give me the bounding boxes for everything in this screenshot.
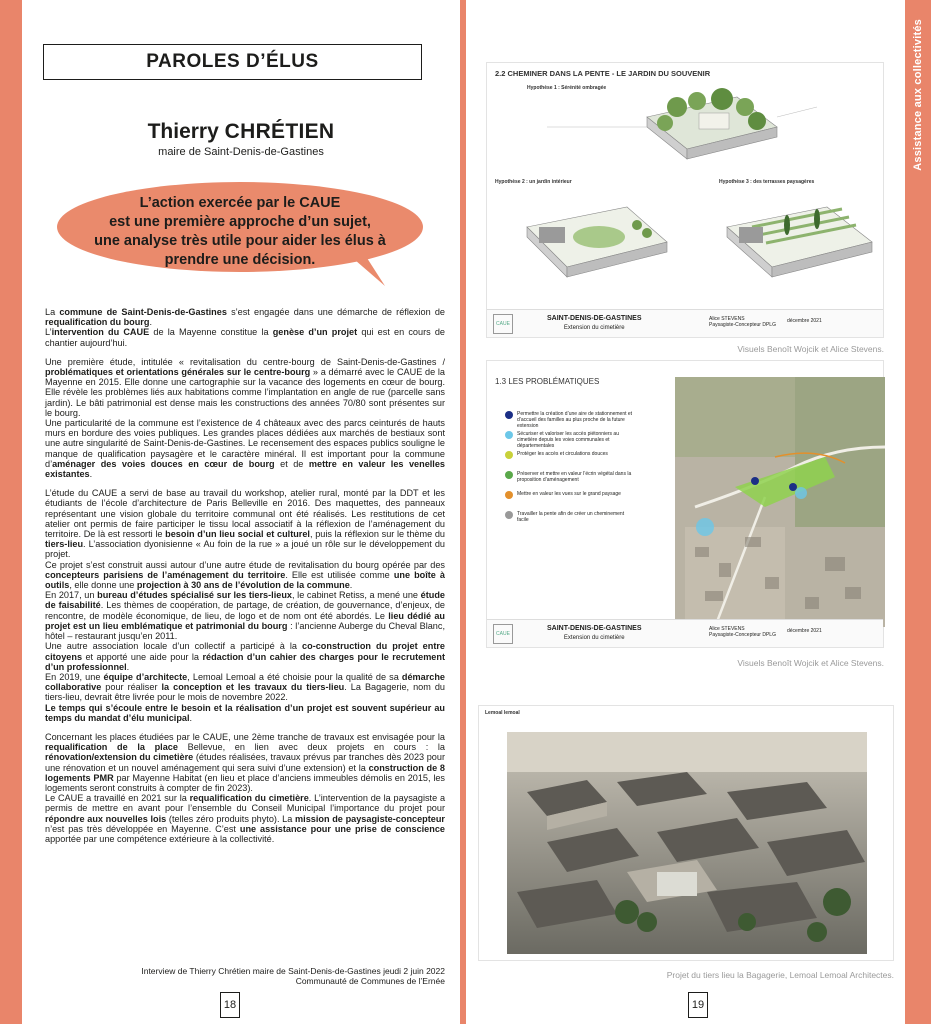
body-text-run: En 2019, une [45, 671, 104, 682]
interview-credit: Interview de Thierry Chrétien maire de Saint-Denis-de-Gastines jeudi 2 juin 2022 Communauté de Communes de l’Ernée [141, 966, 445, 986]
plate-footer [487, 619, 883, 647]
plate-caption: Visuels Benoît Wojcik et Alice Stevens. [737, 658, 884, 668]
interview-body [45, 307, 445, 844]
body-paragraph [45, 357, 445, 418]
body-emphasis: mission de paysagiste-concepteur [295, 813, 445, 824]
body-paragraph [45, 307, 445, 327]
body-text-run: Le CAUE a travaillé en 2021 sur la [45, 793, 190, 804]
hypothesis-3-label: Hypothèse 3 : des terrasses paysagères [719, 179, 815, 185]
plate-footer-date: décembre 2021 [787, 318, 822, 324]
caue-logo: CAUE [493, 314, 513, 334]
plate-problematiques-map [486, 360, 884, 648]
body-text-run: . [89, 469, 93, 480]
left-page-border [0, 0, 22, 1024]
body-text-run: (études réalisées, travaux prévus par tranches dès 2023 pour une rénovation et un nouvel aménagement qui sera suivi d’une extension) et la [45, 752, 445, 773]
body-text-run: Une particularité de la commune est l’existence de 4 châteaux avec des parcs ceinturés de hauts murs en bordure des voies publiques. Les grandes places dédiées aux marchés de bestiaux sont une autre singularité de Saint-Denis-de-Gastines. Le recensement des espaces publics souligne le manque de qualification paysagère et le caractère minéral. Il est important pour la commune d’ [45, 418, 445, 469]
body-emphasis: bureau d’études spécialisé sur les tiers-lieux [97, 590, 292, 601]
body-text-run: pour réaliser [101, 682, 162, 693]
person-role: maire de Saint-Denis-de-Gastines [158, 146, 324, 158]
body-text-run: La [45, 307, 60, 317]
left-page [22, 0, 460, 1024]
body-text-run: . [126, 661, 130, 672]
body-text-run: L’ [45, 327, 52, 338]
body-text-run: apportée par une compétence extérieure à la collectivité. [45, 833, 275, 844]
body-text-run: . [189, 712, 193, 723]
body-text-run: . L’intervention de la paysagiste a permis de mettre en avant pour l’ensemble du Conseil Municipal l’importance du projet pour [45, 793, 446, 814]
body-text-run: (telles zéro produits phyto). La [166, 813, 296, 824]
body-emphasis: requalification du cimetière [189, 793, 309, 804]
body-emphasis: projection à 30 ans de l’évolution de la commune [136, 580, 350, 591]
legend-swatch [505, 431, 513, 439]
plate-cemetery-hypotheses [486, 62, 884, 338]
body-emphasis: genèse d’un projet [272, 327, 358, 338]
aerial-render-image [507, 732, 867, 954]
aerial-map [675, 377, 885, 627]
plate-footer-author: Alice STEVENS Paysagiste-Concepteur DPLG [709, 626, 776, 638]
plate-footer-title: SAINT-DENIS-DE-GASTINES Extension du cimetière [547, 625, 642, 641]
section-title: PAROLES D’ÉLUS [43, 44, 422, 80]
body-text-run: et de [274, 458, 309, 469]
body-text-run: , elle donne une [69, 580, 137, 591]
body-text-run: par Mayenne Habitat (en lieu et place d’anciens immeubles démolis en 2015, les logements seront construits à compter de fin 2023). [45, 772, 445, 793]
body-text-run: n’est pas très développée en Mayenne. C’est [45, 823, 240, 834]
section-side-label: Assistance aux collectivités [912, 19, 924, 171]
body-emphasis: étude de faisabilité [45, 590, 445, 611]
legend-swatch [505, 511, 513, 519]
body-text-run: L’étude du CAUE a servi de base au travail du workshop, atelier rural, monté par la DDT et les étudiants de l’école d’architecture de Paris Belleville en 2016. Des maquettes, des panneaux représentant une vision globale du territoire communal ont été réalisés. Les restitutions de cet atelier ont permis de faire participer le tissu local associatif à la réflexion de l’aménagement du territoire. De là est ressorti le [45, 488, 445, 540]
body-emphasis: concepteurs parisiens de l’aménagement du territoire [45, 569, 286, 580]
plate-caption: Visuels Benoît Wojcik et Alice Stevens. [737, 344, 884, 354]
body-emphasis: rénovation/extension du cimetière [45, 752, 194, 763]
body-text-run: s’est engagée dans une démarche de réflexion de [226, 307, 445, 317]
page-number-left: 18 [220, 992, 240, 1018]
page-number-right: 19 [688, 992, 708, 1018]
hypothesis-2-label: Hypothèse 2 : un jardin intérieur [495, 179, 572, 185]
plate-footer-author: Alice STEVENS Paysagiste-Concepteur DPLG [709, 316, 776, 328]
plate-title: 2.2 CHEMINER DANS LA PENTE - LE JARDIN DU SOUVENIR [495, 69, 711, 78]
body-text-run: de la Mayenne constitue la [149, 327, 273, 338]
body-text-run: . La Bagagerie, nom du tiers-lieu, devrait être livrée pour le mois de novembre 2022. [45, 682, 445, 703]
legend-swatch [505, 411, 513, 419]
body-emphasis: la conception et les travaux du tiers-lieu [161, 682, 345, 693]
body-emphasis: démarche collaborative [45, 671, 446, 693]
body-paragraph [45, 590, 445, 641]
body-paragraph [45, 672, 445, 703]
body-emphasis: construction de 8 logements PMR [45, 762, 445, 783]
legend-text: Permettre la création d’une aire de stationnement et d’accueil des familles au plus proche de la future extension [517, 411, 633, 429]
body-emphasis: une assistance pour une prise de conscience [239, 823, 445, 834]
body-paragraph [45, 488, 445, 559]
body-emphasis: tiers-lieu [45, 539, 84, 550]
legend-item [505, 491, 635, 499]
legend-item [505, 511, 635, 523]
legend-text: Préserver et mettre en valeur l’écrin végétal dans la proposition d’aménagement [517, 471, 632, 483]
body-text-run: Ce projet s’est construit aussi autour d’une autre étude de revitalisation du bourg opérée par des [45, 559, 445, 570]
quote-text: L’action exercée par le CAUE est une première approche d’un sujet, une analyse très utile pour aider les élus à prendre une décision. [94, 195, 386, 268]
body-paragraph [45, 793, 445, 844]
body-text-run: Une première étude, intitulée « revitalisation du centre-bourg de Saint-Denis-de-Gastines / [45, 356, 445, 367]
legend-swatch [505, 451, 513, 459]
hypothesis-1-label: Hypothèse 1 : Sérénité ombragée [527, 85, 607, 91]
body-paragraph [45, 703, 445, 723]
body-emphasis: requalification de la place [45, 742, 178, 753]
body-emphasis: problématiques et orientations générales sur le centre-bourg [45, 367, 311, 378]
body-text-run: » a démarré avec le CAUE de la Mayenne en 2015. Elle donne une cartographie sur la vacance des logements en cœur de bourg. Elle révèle les problèmes liés aux habitations comme l’implantation en angle de rue (parcelle sans jardin). Le bâti patrimonial est dense mais les constructions des années 70/80 sont présentes sur le bourg. [45, 367, 445, 418]
legend-item [505, 431, 635, 449]
cemetery-hypotheses-drawings [487, 77, 885, 325]
plate-bagagerie-render [478, 705, 894, 961]
plate-footer-date: décembre 2021 [787, 628, 822, 634]
body-emphasis: intervention du CAUE [51, 327, 150, 338]
body-text-run: . [149, 317, 152, 328]
body-text-run: , le cabinet Retiss, a mené une [291, 590, 421, 601]
body-emphasis: rédaction d’un cahier des charges pour le recrutement d’un professionnel [45, 651, 445, 672]
right-page [466, 0, 905, 1024]
body-text-run: , Lemoal Lemoal a été choisie pour la qualité de sa [187, 671, 402, 682]
legend-item [505, 471, 635, 483]
legend-text: Protéger les accès et circulations douces [517, 451, 608, 457]
body-paragraph [45, 418, 445, 479]
legend-text: Mettre en valeur les vues sur le grand paysage [517, 491, 621, 497]
body-text-run: . Elle est utilisée comme [285, 569, 394, 580]
quote-bubble [55, 180, 425, 288]
body-text-run: En 2017, un [45, 590, 98, 601]
body-text-run: . [349, 580, 353, 591]
plate-caption: Projet du tiers lieu la Bagagerie, Lemoal Lemoal Architectes. [666, 970, 894, 980]
body-emphasis: requalification du bourg [45, 317, 150, 328]
body-emphasis: commune de Saint-Denis-de-Gastines [59, 307, 227, 317]
legend-swatch [505, 491, 513, 499]
body-emphasis: répondre aux nouvelles lois [45, 813, 167, 824]
body-emphasis: une boîte à outils [45, 569, 446, 591]
body-emphasis: mettre en valeur les venelles existantes [45, 458, 445, 480]
body-text-run: Concernant les places étudiées par le CAUE, une 2ème tranche de travaux est envisagée pour la [45, 731, 445, 742]
body-paragraph [45, 641, 445, 672]
body-text-run: . Les thèmes de coopération, de partage, de création, de gouvernance, d’enjeux, de rencontre, de modèle économique, de lieu, de logo et de nom ont été abordés. Le [45, 600, 446, 621]
body-text-run: qui est en cours de chantier aujourd’hui. [45, 327, 446, 348]
body-emphasis: co-construction du projet entre citoyens [45, 641, 445, 662]
body-emphasis: lieu dédié au projet est un lieu emblématique et patrimonial du bourg [45, 610, 445, 631]
body-text-run: Une autre association locale d’un collectif a participé à la [45, 641, 303, 652]
body-text-run: . L’association dyonisienne « Au foin de la rue » a joué un rôle sur le développement du projet. [45, 539, 445, 560]
body-emphasis: Le temps qui s’écoule entre le besoin et la réalisation d’un projet est souvent supérieur au temps du mandat d’élu municipal [45, 702, 445, 723]
legend-text: Sécuriser et valoriser les accès piétonniers au cimetière depuis les voies communales et départementales [517, 431, 619, 449]
legend-item [505, 411, 635, 429]
body-text-run: Bellevue, en lien avec deux projets en cours : la [177, 742, 445, 753]
body-emphasis: équipe d’architecte [103, 671, 188, 682]
body-text-run: , puis la réflexion sur le thème du [309, 529, 446, 540]
plate-header: Lemoal lemoal [485, 710, 520, 716]
body-text-run: et apporté une aide pour la [82, 651, 203, 662]
body-text-run: : l’ancienne Auberge du Cheval Blanc, hôtel – restaurant jusqu’en 2011. [45, 620, 445, 642]
body-paragraph [45, 327, 445, 347]
body-paragraph [45, 732, 445, 793]
legend-swatch [505, 471, 513, 479]
caue-logo: CAUE [493, 624, 513, 644]
plate-footer [487, 309, 883, 337]
plate-title: 1.3 LES PROBLÉMATIQUES [495, 377, 600, 386]
body-paragraph [45, 560, 445, 591]
legend-text: Travailler la pente afin de créer un cheminement facile [517, 511, 625, 523]
legend-item [505, 451, 635, 459]
plate-footer-title: SAINT-DENIS-DE-GASTINES Extension du cimetière [547, 315, 642, 331]
person-name: Thierry CHRÉTIEN [147, 120, 335, 143]
body-emphasis: besoin d’un lieu social et culturel [165, 529, 310, 540]
body-emphasis: aménager des voies douces en cœur de bourg [52, 458, 275, 469]
